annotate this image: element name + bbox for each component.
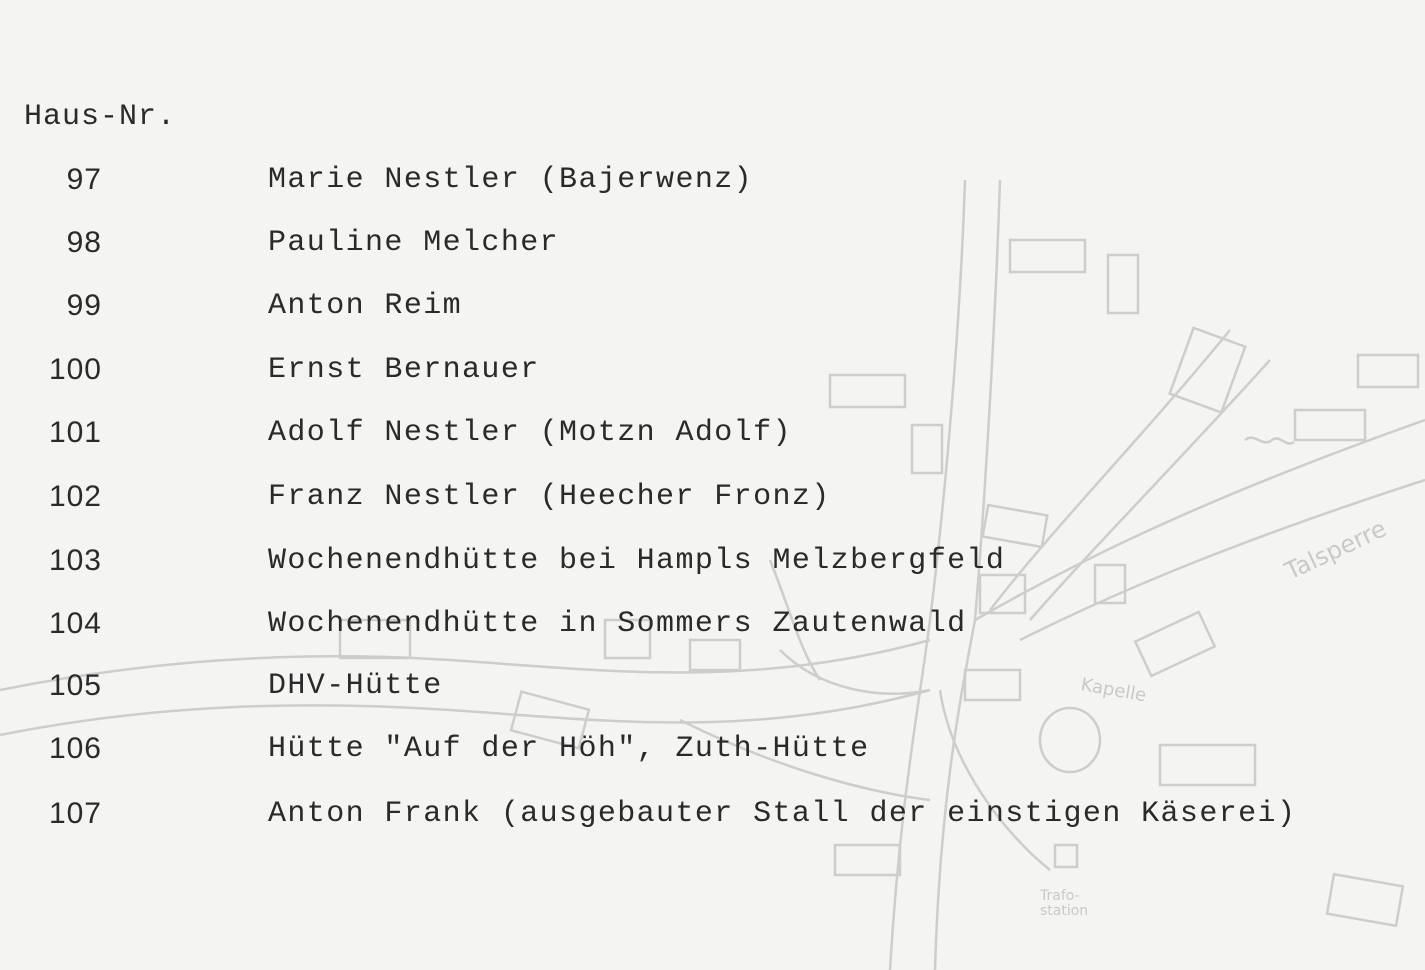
list-item [0,607,1425,651]
house-number: 98 [66,226,102,259]
list-item [0,226,1425,270]
list-item [0,544,1425,588]
svg-text:station: station [1040,903,1089,919]
resident-name: Franz Nestler (Heecher Fronz) [268,480,831,514]
resident-name: DHV-Hütte [268,669,443,703]
house-number: 106 [48,732,102,765]
svg-text:Trafo-: Trafo- [1040,888,1080,904]
svg-text:Talsperre: Talsperre [1280,514,1391,586]
list-item [0,163,1425,207]
list-item [0,480,1425,524]
house-number: 107 [48,797,102,830]
list-item [0,669,1425,713]
house-number: 97 [66,163,102,196]
house-number: 102 [48,480,102,513]
house-number: 103 [48,544,102,577]
list-item [0,289,1425,333]
resident-name: Anton Frank (ausgebauter Stall der einstigen Käserei) [268,797,1297,831]
house-number: 100 [48,353,102,386]
list-item [0,353,1425,397]
resident-name: Marie Nestler (Bajerwenz) [268,163,754,197]
column-header-haus-nr: Haus-Nr. [24,100,177,134]
resident-name: Wochenendhütte in Sommers Zautenwald [268,607,967,641]
resident-name: Hütte "Auf der Höh", Zuth-Hütte [268,732,870,766]
svg-text:Kapelle: Kapelle [1079,674,1148,707]
resident-name: Adolf Nestler (Motzn Adolf) [268,416,792,450]
list-item [0,416,1425,460]
resident-name: Ernst Bernauer [268,353,540,387]
resident-name: Anton Reim [268,289,463,323]
house-number: 104 [48,607,102,640]
list-item [0,797,1425,841]
resident-name: Wochenendhütte bei Hampls Melzbergfeld [268,544,1006,578]
house-number: 105 [48,669,102,702]
resident-name: Pauline Melcher [268,226,560,260]
house-number: 99 [66,289,102,322]
list-item [0,732,1425,776]
house-number: 101 [48,416,102,449]
